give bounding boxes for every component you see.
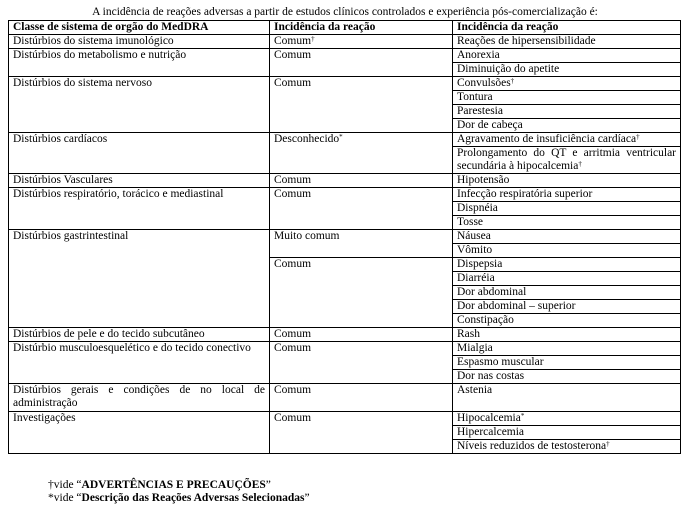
organ-class-cell: Distúrbios do sistema imunológico [9, 35, 270, 49]
footnote-mark: * [339, 133, 343, 141]
organ-class-cell: Distúrbios cardíacos [9, 133, 270, 174]
footnote-mark: † [606, 440, 610, 448]
adverse-reactions-table [8, 20, 681, 454]
reaction-cell: Tosse [453, 216, 681, 230]
footnote-dagger: †vide “ADVERTÊNCIAS E PRECAUÇÕES” [48, 479, 271, 491]
table-row [9, 342, 681, 356]
organ-class-cell: Distúrbios do sistema nervoso [9, 77, 270, 133]
incidence-cell: Comum [270, 49, 453, 77]
reaction-cell: Náusea [453, 230, 681, 244]
incidence-cell: Comum† [270, 35, 453, 49]
table-row [9, 49, 681, 63]
reaction-cell: Prolongamento do QT e arritmia ventricular secundária à hipocalcemia† [453, 147, 681, 174]
footnotes [48, 479, 310, 505]
reaction-cell: Diminuição do apetite [453, 63, 681, 77]
table-row [9, 77, 681, 91]
reaction-cell: Infecção respiratória superior [453, 188, 681, 202]
reaction-cell: Astenia [453, 384, 681, 412]
table-row [9, 188, 681, 202]
footnote-star: *vide “Descrição das Reações Adversas Selecionadas” [48, 492, 310, 504]
table-row [9, 174, 681, 188]
reaction-cell: Hipercalcemia [453, 426, 681, 440]
table-row [9, 412, 681, 426]
organ-class-cell: Distúrbios gerais e condições de no local de administração [9, 384, 270, 412]
table-row [9, 230, 681, 244]
reaction-cell: Diarréia [453, 272, 681, 286]
footnote-mark: † [510, 77, 515, 85]
reaction-cell: Mialgia [453, 342, 681, 356]
footnote-mark: † [311, 35, 315, 43]
table-intro: A incidência de reações adversas a partir de estudos clínicos controlados e experiência pós-comercialização é: [92, 6, 598, 18]
organ-class-cell: Investigações [9, 412, 270, 454]
organ-class-cell: Distúrbio musculoesquelético e do tecido conectivo [9, 342, 270, 384]
organ-class-cell: Distúrbios gastrintestinal [9, 230, 270, 328]
reaction-cell: Tontura [453, 91, 681, 105]
reaction-cell: Rash [453, 328, 681, 342]
reaction-cell: Níveis reduzidos de testosterona† [453, 440, 681, 454]
reaction-cell: Constipação [453, 314, 681, 328]
header-organ-class: Classe de sistema de orgão do MedDRA [9, 21, 270, 35]
incidence-cell: Comum [270, 188, 453, 230]
table-row [9, 328, 681, 342]
incidence-cell: Muito comum [270, 230, 453, 258]
reaction-cell: Espasmo muscular [453, 356, 681, 370]
footnote-mark: * [520, 412, 525, 420]
reaction-cell: Dispepsia [453, 258, 681, 272]
incidence-cell: Comum [270, 258, 453, 328]
reaction-cell: Dispnéia [453, 202, 681, 216]
reaction-cell: Parestesia [453, 105, 681, 119]
reaction-cell: Hipotensão [453, 174, 681, 188]
reaction-cell: Agravamento de insuficiência cardíaca† [453, 133, 681, 147]
organ-class-cell: Distúrbios Vasculares [9, 174, 270, 188]
reaction-cell: Dor de cabeça [453, 119, 681, 133]
table-header-row [9, 21, 681, 35]
incidence-cell: Comum [270, 342, 453, 384]
footnote-mark: † [578, 160, 582, 168]
reaction-cell: Reações de hipersensibilidade [453, 35, 681, 49]
reaction-cell: Dor abdominal – superior [453, 300, 681, 314]
reaction-cell: Anorexia [453, 49, 681, 63]
incidence-cell: Comum [270, 328, 453, 342]
footnote-mark: † [636, 133, 640, 141]
incidence-cell: Comum [270, 174, 453, 188]
header-reaction: Incidência da reação [453, 21, 681, 35]
incidence-cell: Comum [270, 77, 453, 133]
table-row [9, 35, 681, 49]
incidence-cell: Desconhecido* [270, 133, 453, 174]
incidence-cell: Comum [270, 412, 453, 454]
reaction-cell: Vômito [453, 244, 681, 258]
reaction-cell: Dor nas costas [453, 370, 681, 384]
incidence-cell: Comum [270, 384, 453, 412]
organ-class-cell: Distúrbios do metabolismo e nutrição [9, 49, 270, 77]
reaction-cell: Convulsões† [453, 77, 681, 91]
reaction-cell: Dor abdominal [453, 286, 681, 300]
table-row [9, 384, 681, 412]
organ-class-cell: Distúrbios de pele e do tecido subcutâneo [9, 328, 270, 342]
reaction-cell: Hipocalcemia* [453, 412, 681, 426]
organ-class-cell: Distúrbios respiratório, torácico e mediastinal [9, 188, 270, 230]
table-row [9, 133, 681, 147]
header-incidence: Incidência da reação [270, 21, 453, 35]
